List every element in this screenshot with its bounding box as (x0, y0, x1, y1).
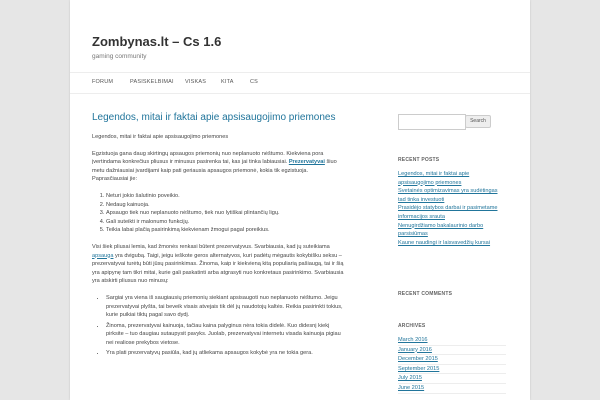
main-navigation (70, 72, 530, 94)
list-item: 3. Apsaugo tiek nuo neplanuoto nėštumo, tiek nuo lytiškai plintančių ligų. (106, 209, 344, 218)
list-item (398, 336, 506, 346)
archive-link[interactable]: January 2016 (398, 346, 432, 353)
recent-posts-list (398, 170, 506, 247)
list-item (398, 170, 506, 187)
recent-post-link[interactable]: Svetainės optimizavimas yra sudėtingas (398, 188, 498, 195)
paragraph-text: Egzistuoja gana daug skirtingų apsaugos priemonių nuo neplanuoto nėštumo. Kiekviena pora įvertindama konkrečius pliusus ir minusus pasirenka tai, kas jai tinka labiausiai. (92, 150, 324, 166)
recent-posts-title: RECENT POSTS (398, 157, 440, 163)
apsauga-link[interactable]: apsauga (92, 252, 114, 259)
nav-item-forum[interactable]: FORUM (92, 79, 114, 85)
paragraph-text: yra dvigubą. Taigi, jeigu ieškote geros alternatyvos, kuri padėtų mėgautis kokybišku seksu – prezervatyvai turėtų būti jūsų pasirinkimas. Žinoma, kaip ir kiekvieną kitą populiarią pašiaugą, tai ir šią yra apipynę tam tikri mitai, kurie gali paskatinti arba atgrasyti nuo konkretaus pasirinkimo. Svarbiausia yra atskirti pliusus nuo minusų: (92, 252, 344, 285)
recent-post-link[interactable]: informacijos srauta (398, 213, 445, 220)
list-item (398, 365, 506, 375)
list-item (398, 239, 506, 248)
paragraph-text: Visi šiek pliusai lemia, kad žmonės renkasi būtent prezervatyvus. Svarbiausia, kad jų suteikiama (92, 243, 330, 250)
nav-item-viskas[interactable]: VISKAS (185, 79, 207, 85)
list-item: • Yra plati prezervatyvų pasiūla, kad jų atliekama apsaugos kokybė yra ne tokia gera. (106, 349, 344, 358)
post-paragraph (92, 243, 344, 286)
list-item (398, 204, 506, 213)
recent-post-link[interactable]: Legendos, mitai ir faktai apie apsisaugojimo priemones (398, 171, 470, 186)
prezervatyvai-link[interactable]: Prezervatyvai (288, 159, 325, 166)
nav-item-kita[interactable]: KITA (221, 79, 234, 85)
list-item: 5. Teikia labai plačią pasirinkimą kiekvienam žmogui pagal poreikius. (106, 226, 344, 235)
nav-item-pasiskelbimai[interactable]: PASISKELBIMAI (130, 79, 174, 85)
recent-post-link[interactable]: Nenugirdžiamo bakalaurinio darbo parsisiūmas (398, 222, 484, 238)
post-paragraph (92, 150, 344, 184)
archives-title: ARCHIVES (398, 323, 426, 329)
list-item (398, 384, 506, 394)
list-item (398, 374, 506, 384)
archive-link[interactable]: June 2015 (398, 384, 425, 391)
site-description: gaming community (92, 53, 147, 60)
list-item: • Sargiai yra viena iš saugiausių priemonių siekiant apsisaugoti nuo neplanuoto nėštumo. Jeigu prezervatyvai plyšta, tai beveik visais atvejais tik dėl jų naudotojų kaltės. Reikia pasirinkti tokius, kurie puikiai tiktų pagal savo dydį. (106, 294, 344, 320)
list-item (398, 213, 506, 222)
search-button[interactable]: Search (465, 115, 491, 128)
list-item (398, 187, 506, 196)
list-item (398, 222, 506, 239)
recent-comments-title: RECENT COMMENTS (398, 291, 453, 297)
search-input[interactable] (398, 114, 466, 130)
post-article (92, 112, 344, 366)
recent-post-link[interactable]: Kaune naudingi ir laisvavedžių kursai (398, 239, 491, 246)
archives-list (398, 336, 506, 394)
list-item: 2. Nedaug kainuoja. (106, 201, 344, 210)
archive-link[interactable]: September 2015 (398, 365, 440, 372)
list-item: 1. Neturi jokio šalutinio poveikio. (106, 192, 344, 201)
nav-item-cs[interactable]: CS (250, 79, 259, 85)
post-title[interactable]: Legendos, mitai ir faktai apie apsisaugojimo priemones (92, 112, 336, 123)
archive-link[interactable]: March 2016 (398, 337, 428, 343)
myths-list (92, 294, 344, 358)
recent-post-link[interactable]: Prasidėjo statybos darbai ir pasimetame (398, 205, 498, 212)
list-item (398, 355, 506, 365)
archive-link[interactable]: July 2015 (398, 375, 422, 382)
list-item: 4. Gali suteikti ir malonumo funkcijų. (106, 218, 344, 227)
paragraph-text: šiuo metu dažniausiai įvardijami kaip pati geriausia apsaugos priemonė, kokia tik egzistuoja. Paprasčiausiai jie: (92, 159, 337, 183)
site-title[interactable]: Zombynas.lt – Cs 1.6 (92, 34, 222, 49)
benefits-list (92, 192, 344, 235)
page-container (70, 0, 530, 400)
recent-post-link[interactable]: tad tinka investuoti (398, 196, 445, 203)
post-subtitle: Legendos, mitai ir faktai apie apsisaugojimo priemones (92, 134, 229, 140)
list-item: • Žinoma, prezervatyvai kainuoja, tačiau kaina palyginus nėra tokia didelė. Kuo didesnį kiekį pirksite – tuo daugiau sutaupysit pavyks. Juolab, prezervatyvai internetu visada kainuoja pigiau nei realiose prekybos vietose. (106, 322, 344, 348)
list-item (398, 196, 506, 205)
archive-link[interactable]: December 2015 (398, 356, 438, 363)
list-item (398, 346, 506, 356)
